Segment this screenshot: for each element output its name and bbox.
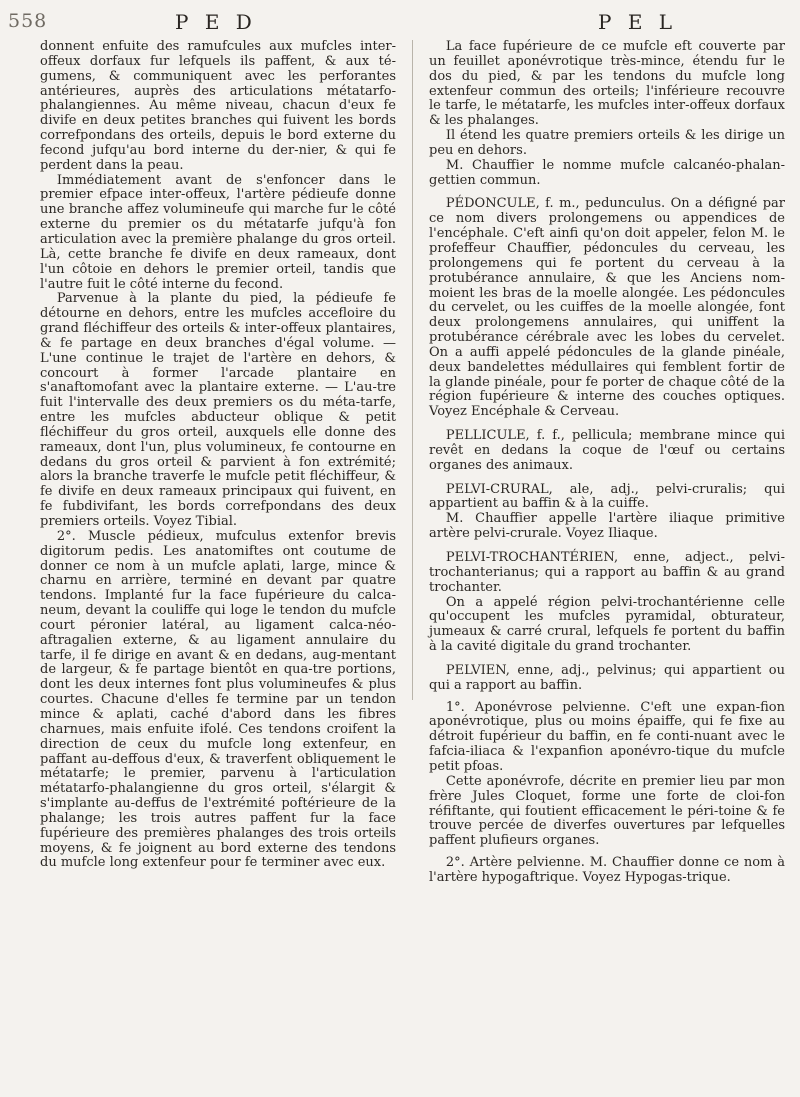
paragraph-pedieuse-branches: donnent enfuite des ramufcules aux mufcles inter-offeux dorfaux fur lefquels ils paffent, & aux té-gumens, & communiquent avec les perforantes antérieures, auprès des articulations métatarfo-phalangiennes. Au même niveau, chacun d'eux fe divife en deux petites branches qui fuivent les bords correfpondans des orteils, depuis le bord externe du fecond jufqu'au bord interne du der-nier, & qui fe perdent dans la peau. bbox=[40, 39, 396, 173]
paragraph-face-superieure: La face fupérieure de ce mufcle eft couverte par un feuillet aponévrotique très-mince, étendu fur le dos du pied, & par les tendons du mufcle long extenfeur commun des orteils; l'inférieure recouvre le tarfe, le métatarfe, les mufcles inter-offeux dorfaux & les phalanges. bbox=[429, 39, 785, 129]
page-header bbox=[0, 8, 800, 36]
paragraph-plante-du-pied: Parvenue à la plante du pied, la pédieufe fe détourne en dehors, entre les mufcles accefloire du grand fléchiffeur des orteils & inter-offeux plantaires, & fe partage en deux branches d'égal volume. — L'une continue le trajet de l'artère en dehors, & concourt à former l'arcade plantaire en s'anaftomofant avec la plantaire externe. — L'au-tre fuit l'intervalle des deux premiers os du méta-tarfe, entre les mufcles abducteur oblique & petit fléchiffeur du gros orteil, auxquels elle donne des rameaux, dont l'un, plus volumineux, fe contourne en dedans du gros orteil & parvient à fon extrémité; alors la branche traverfe le mufcle petit fléchiffeur, & fe divife en deux rameaux principaux qui fuivent, en fe fubdivifant, les bords correfpondans des deux premiers orteils. Voyez Tibial. bbox=[40, 291, 396, 529]
entry-pelvien: PELVIEN, enne, adj., pelvinus; qui appartient ou qui a rapport au baffin. bbox=[429, 662, 785, 693]
paragraph-etend-orteils: Il étend les quatre premiers orteils & les dirige un peu en dehors. bbox=[429, 128, 785, 158]
column-divider bbox=[412, 40, 413, 700]
paragraph-region-pelvi-trochanterienne: On a appelé région pelvi-trochantérienne celle qu'occupent les mufcles pyramidal, obturateur, jumeaux & carré crural, lefquels fe portent du baffin à la cavité digitale du grand trochanter. bbox=[429, 594, 785, 655]
entry-pelvi-crural: PELVI-CRURAL, ale, adj., pelvi-cruralis; qui appartient au baffin & à la cuiffe. bbox=[429, 481, 785, 512]
paragraph-artere-pelvi-crurale: M. Chauffier appelle l'artère iliaque primitive artère pelvi-crurale. Voyez Iliaque. bbox=[429, 511, 785, 542]
paragraph-premier-espace: Immédiatement avant de s'enfoncer dans le premier efpace inter-offeux, l'artère pédieufe donne une branche affez volumineufe qui marche fur le côté externe du premier os du métatarfe jufqu'à fon articulation avec la première phalange du gros orteil. Là, cette branche fe divife en deux rameaux, dont l'un côtoie en dehors le premier orteil, tandis que l'autre fuit le côté interne du fecond. bbox=[40, 172, 396, 292]
paragraph-chaussier-nom: M. Chauffier le nomme mufcle calcanéo-phalan-gettien commun. bbox=[429, 157, 785, 188]
left-column bbox=[40, 40, 396, 871]
right-column bbox=[429, 40, 785, 886]
entry-pedoncule: PÉDONCULE, f. m., pedunculus. On a défigné par ce nom divers prolongemens ou appendices de l'encéphale. C'eft ainfi qu'on doit appeler, felon M. le profeffeur Chauffier, pédoncules du cerveau, les prolongemens qui fe portent du cerveau à la protubérance annulaire, & que les Anciens nom-moient les bras de la moelle alongée. Les pédoncules du cervelet, ou les cuiffes de la moelle alongée, font deux prolongemens annulaires, qui uniffent la protubérance cérébrale avec les lobes du cervelet. On a auffi appelé pédoncules de la glande pinéale, deux bandelettes médullaires qui femblent fortir de la glande pinéale, pour fe porter de chaque côté de la région fupérieure & interne des couches optiques. Voyez Encéphale & Cerveau. bbox=[429, 196, 785, 420]
paragraph-aponevrose-pelvienne: 1°. Aponévrose pelvienne. C'eft une expan-fion aponévrotique, plus ou moins épaiffe, qui fe fixe au détroit fupérieur du baffin, en fe conti-nuant avec le fafcia-iliaca & l'expanfion aponévro-tique du mufcle petit pfoas. bbox=[429, 699, 785, 774]
page-number: 558 bbox=[8, 10, 48, 32]
entry-pellicule: PELLICULE, f. f., pellicula; membrane mince qui revêt en dedans la coque de l'œuf ou certains organes des animaux. bbox=[429, 428, 785, 473]
paragraph-aponevrose-description: Cette aponévrofe, décrite en premier lieu par mon frère Jules Cloquet, forme une forte de cloi-fon réfiftante, qui foutient efficacement le péri-toine & fe trouve percée de diverfes ouvertures par lefquelles paffent plufieurs organes. bbox=[429, 773, 785, 849]
paragraph-artere-pelvienne: 2°. Artère pelvienne. M. Chauffier donne ce nom à l'artère hypogaftrique. Voyez Hypogas-trique. bbox=[429, 855, 785, 885]
running-head-right: P E L bbox=[598, 10, 678, 34]
entry-pelvi-trochanterien: PELVI-TROCHANTÉRIEN, enne, adject., pelvi-trochanterianus; qui a rapport au baffin & au grand trochanter. bbox=[429, 550, 785, 595]
running-head-left: P E D bbox=[175, 10, 257, 34]
paragraph-muscle-pedieux: 2°. Muscle pédieux, mufculus extenfor brevis digitorum pedis. Les anatomiftes ont coutume de donner ce nom à un mufcle aplati, large, mince & charnu en arrière, terminé en devant par quatre tendons. Implanté fur la face fupérieure du calca-neum, devant la couliffe qui loge le tendon du mufcle court péronier latéral, au ligament calca-néo-aftragalien externe, & au ligament annulaire du tarfe, il fe dirige en avant & en dedans, aug-mentant de largeur, & fe partage bientôt en qua-tre portions, dont les deux internes font plus volumineufes & plus courtes. Chacune d'elles fe termine par un tendon mince & aplati, caché d'abord dans les fibres charnues, mais enfuite ifolé. Ces tendons croifent la direction de ceux du mufcle long extenfeur, en paffant au-deffous d'eux, & traverfent obliquement le métatarfe; le premier, parvenu à l'articulation métatarfo-phalangienne du gros orteil, s'élargit & s'implante au-deffus de l'extrémité poftérieure de la phalange; les trois autres paffent fur la face fupérieure des premières phalanges des trois orteils moyens, & fe joignent au bord externe des tendons du mufcle long extenfeur pour fe terminer avec eux. bbox=[40, 528, 396, 871]
